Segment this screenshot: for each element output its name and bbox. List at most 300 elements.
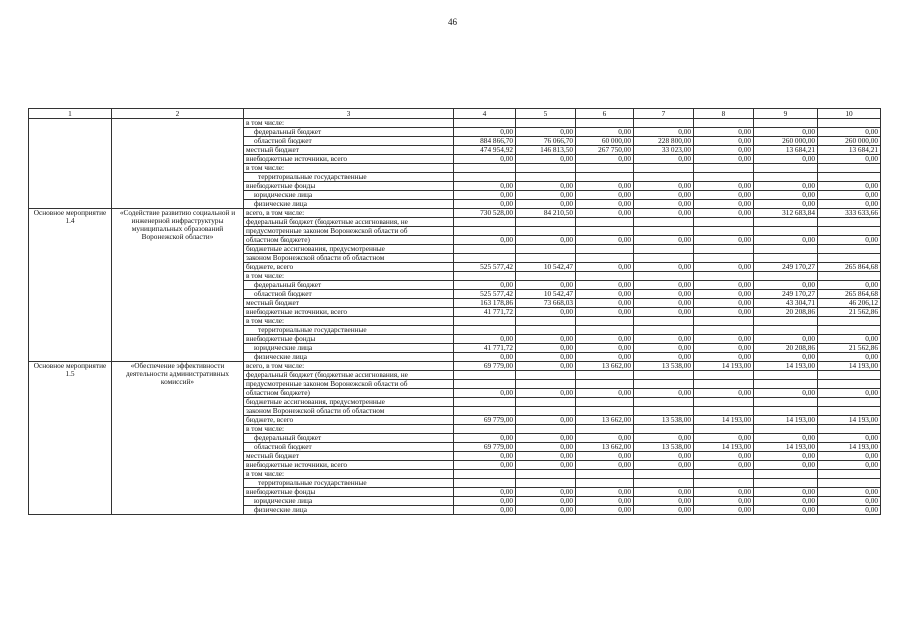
value-cell <box>754 479 818 488</box>
value-cell: 163 178,86 <box>454 299 516 308</box>
value-cell <box>694 326 754 335</box>
value-cell <box>818 371 881 380</box>
source-label: внебюджетные источники, всего <box>244 461 454 470</box>
value-cell: 312 683,84 <box>754 209 818 218</box>
value-cell: 0,00 <box>576 506 634 515</box>
column-header: 4 <box>454 109 516 119</box>
source-label: местный бюджет <box>244 452 454 461</box>
value-cell <box>818 227 881 236</box>
value-cell <box>754 272 818 281</box>
source-label: внебюджетные фонды <box>244 335 454 344</box>
value-cell <box>754 326 818 335</box>
value-cell: 0,00 <box>754 236 818 245</box>
value-cell <box>454 245 516 254</box>
value-cell: 0,00 <box>454 182 516 191</box>
value-cell: 13 662,00 <box>576 443 634 452</box>
value-cell: 0,00 <box>694 236 754 245</box>
value-cell <box>454 371 516 380</box>
value-cell <box>694 173 754 182</box>
column-header: 5 <box>516 109 576 119</box>
value-cell: 0,00 <box>454 200 516 209</box>
value-cell: 0,00 <box>694 200 754 209</box>
value-cell: 0,00 <box>694 308 754 317</box>
value-cell <box>694 272 754 281</box>
value-cell <box>516 173 576 182</box>
column-header: 2 <box>112 109 244 119</box>
value-cell: 0,00 <box>454 497 516 506</box>
value-cell: 0,00 <box>516 353 576 362</box>
value-cell: 0,00 <box>694 128 754 137</box>
value-cell: 0,00 <box>694 209 754 218</box>
value-cell <box>754 254 818 263</box>
value-cell: 0,00 <box>634 389 694 398</box>
value-cell: 0,00 <box>634 344 694 353</box>
value-cell <box>754 227 818 236</box>
value-cell: 0,00 <box>754 488 818 497</box>
value-cell: 0,00 <box>576 236 634 245</box>
value-cell: 0,00 <box>516 497 576 506</box>
value-cell: 33 023,00 <box>634 146 694 155</box>
value-cell: 0,00 <box>576 434 634 443</box>
value-cell: 228 800,00 <box>634 137 694 146</box>
value-cell: 0,00 <box>754 434 818 443</box>
value-cell: 0,00 <box>516 461 576 470</box>
value-cell: 60 000,00 <box>576 137 634 146</box>
value-cell <box>516 218 576 227</box>
value-cell: 0,00 <box>754 182 818 191</box>
value-cell: 0,00 <box>818 335 881 344</box>
value-cell <box>576 398 634 407</box>
value-cell: 0,00 <box>818 389 881 398</box>
source-label: внебюджетные источники, всего <box>244 308 454 317</box>
value-cell: 0,00 <box>576 299 634 308</box>
column-header: 7 <box>634 109 694 119</box>
value-cell: 0,00 <box>516 182 576 191</box>
source-label: внебюджетные фонды <box>244 182 454 191</box>
header-row <box>29 109 881 119</box>
source-label: областной бюджет <box>244 443 454 452</box>
value-cell: 69 779,00 <box>454 443 516 452</box>
value-cell: 0,00 <box>454 461 516 470</box>
value-cell: 21 562,86 <box>818 344 881 353</box>
value-cell <box>694 119 754 128</box>
value-cell <box>818 317 881 326</box>
value-cell: 0,00 <box>516 443 576 452</box>
source-label: бюджете, всего <box>244 416 454 425</box>
value-cell: 0,00 <box>454 389 516 398</box>
value-cell: 0,00 <box>694 335 754 344</box>
value-cell: 0,00 <box>634 353 694 362</box>
value-cell: 0,00 <box>576 281 634 290</box>
value-cell <box>516 479 576 488</box>
value-cell <box>576 371 634 380</box>
value-cell: 0,00 <box>818 182 881 191</box>
value-cell <box>634 254 694 263</box>
value-cell: 0,00 <box>516 362 576 371</box>
value-cell <box>576 227 634 236</box>
source-label: территориальные государственные <box>244 326 454 335</box>
value-cell <box>454 380 516 389</box>
value-cell: 14 193,00 <box>754 362 818 371</box>
value-cell <box>454 173 516 182</box>
value-cell: 14 193,00 <box>818 362 881 371</box>
value-cell: 0,00 <box>818 155 881 164</box>
value-cell <box>818 164 881 173</box>
value-cell: 0,00 <box>576 191 634 200</box>
value-cell <box>454 254 516 263</box>
value-cell: 0,00 <box>754 281 818 290</box>
source-label: всего, в том числе: <box>244 362 454 371</box>
source-label: областной бюджет <box>244 290 454 299</box>
value-cell <box>576 479 634 488</box>
value-cell: 13 684,21 <box>754 146 818 155</box>
value-cell: 0,00 <box>516 335 576 344</box>
source-label: местный бюджет <box>244 299 454 308</box>
value-cell: 0,00 <box>694 155 754 164</box>
source-label: физические лица <box>244 200 454 209</box>
value-cell: 0,00 <box>516 506 576 515</box>
value-cell: 0,00 <box>576 389 634 398</box>
source-label: федеральный бюджет (бюджетные ассигнования, не <box>244 371 454 380</box>
value-cell: 0,00 <box>516 281 576 290</box>
value-cell: 267 750,00 <box>576 146 634 155</box>
source-label: областном бюджете) <box>244 236 454 245</box>
source-label: в том числе: <box>244 317 454 326</box>
value-cell <box>694 317 754 326</box>
source-label: в том числе: <box>244 164 454 173</box>
value-cell: 0,00 <box>516 308 576 317</box>
value-cell <box>576 164 634 173</box>
value-cell: 0,00 <box>454 488 516 497</box>
source-label: внебюджетные источники, всего <box>244 155 454 164</box>
value-cell: 13 538,00 <box>634 443 694 452</box>
value-cell: 0,00 <box>754 155 818 164</box>
value-cell: 0,00 <box>576 155 634 164</box>
source-label: юридические лица <box>244 191 454 200</box>
value-cell <box>516 326 576 335</box>
value-cell: 0,00 <box>516 191 576 200</box>
value-cell: 0,00 <box>516 452 576 461</box>
value-cell: 0,00 <box>634 200 694 209</box>
value-cell <box>576 317 634 326</box>
source-label: в том числе: <box>244 425 454 434</box>
value-cell: 0,00 <box>634 191 694 200</box>
value-cell <box>634 272 694 281</box>
value-cell: 0,00 <box>818 461 881 470</box>
value-cell: 730 528,00 <box>454 209 516 218</box>
source-label: областном бюджете) <box>244 389 454 398</box>
value-cell <box>818 425 881 434</box>
value-cell: 13 538,00 <box>634 416 694 425</box>
value-cell: 0,00 <box>634 497 694 506</box>
value-cell: 0,00 <box>634 434 694 443</box>
value-cell: 0,00 <box>694 497 754 506</box>
value-cell: 0,00 <box>634 209 694 218</box>
value-cell: 0,00 <box>694 506 754 515</box>
value-cell <box>634 227 694 236</box>
value-cell <box>576 254 634 263</box>
value-cell: 0,00 <box>694 191 754 200</box>
value-cell: 14 193,00 <box>818 443 881 452</box>
value-cell: 13 684,21 <box>818 146 881 155</box>
value-cell: 0,00 <box>454 191 516 200</box>
value-cell: 0,00 <box>516 200 576 209</box>
value-cell <box>576 326 634 335</box>
value-cell: 0,00 <box>754 353 818 362</box>
value-cell <box>694 218 754 227</box>
value-cell <box>576 173 634 182</box>
table-row <box>29 209 881 218</box>
source-label: предусмотренные законом Воронежской области об <box>244 227 454 236</box>
value-cell: 333 633,66 <box>818 209 881 218</box>
value-cell: 0,00 <box>694 290 754 299</box>
value-cell: 0,00 <box>754 191 818 200</box>
value-cell: 265 864,68 <box>818 290 881 299</box>
value-cell <box>516 227 576 236</box>
measure-name-cell: «Обеспечение эффективности деятельности административных комиссий» <box>112 362 244 515</box>
value-cell: 0,00 <box>576 290 634 299</box>
value-cell: 0,00 <box>634 488 694 497</box>
value-cell: 0,00 <box>634 155 694 164</box>
value-cell <box>576 272 634 281</box>
value-cell: 0,00 <box>576 182 634 191</box>
value-cell: 73 668,03 <box>516 299 576 308</box>
value-cell <box>516 398 576 407</box>
source-label: внебюджетные фонды <box>244 488 454 497</box>
value-cell <box>454 479 516 488</box>
measure-code-cell: Основное мероприятие 1.4 <box>29 209 112 362</box>
source-label: в том числе: <box>244 470 454 479</box>
value-cell <box>516 425 576 434</box>
value-cell: 76 066,70 <box>516 137 576 146</box>
value-cell: 0,00 <box>694 353 754 362</box>
value-cell: 884 866,70 <box>454 137 516 146</box>
value-cell: 0,00 <box>454 452 516 461</box>
value-cell <box>454 407 516 416</box>
value-cell <box>754 425 818 434</box>
value-cell <box>818 173 881 182</box>
source-label: федеральный бюджет (бюджетные ассигнования, не <box>244 218 454 227</box>
value-cell: 0,00 <box>516 389 576 398</box>
value-cell: 0,00 <box>516 344 576 353</box>
source-label: в том числе: <box>244 119 454 128</box>
value-cell: 0,00 <box>818 488 881 497</box>
value-cell: 13 662,00 <box>576 362 634 371</box>
value-cell <box>634 380 694 389</box>
value-cell: 21 562,86 <box>818 308 881 317</box>
table-row <box>29 119 881 128</box>
value-cell: 0,00 <box>576 452 634 461</box>
source-label: федеральный бюджет <box>244 434 454 443</box>
value-cell: 0,00 <box>694 281 754 290</box>
value-cell <box>634 407 694 416</box>
value-cell: 0,00 <box>694 299 754 308</box>
value-cell <box>694 425 754 434</box>
value-cell <box>516 164 576 173</box>
value-cell: 0,00 <box>576 209 634 218</box>
value-cell <box>818 470 881 479</box>
value-cell <box>454 272 516 281</box>
value-cell <box>818 119 881 128</box>
value-cell: 0,00 <box>754 389 818 398</box>
value-cell <box>754 245 818 254</box>
value-cell: 0,00 <box>694 434 754 443</box>
value-cell <box>516 407 576 416</box>
value-cell: 0,00 <box>694 452 754 461</box>
value-cell: 0,00 <box>694 461 754 470</box>
value-cell <box>516 272 576 281</box>
value-cell: 0,00 <box>818 434 881 443</box>
source-label: юридические лица <box>244 344 454 353</box>
table-row <box>29 362 881 371</box>
value-cell: 265 864,68 <box>818 263 881 272</box>
value-cell: 0,00 <box>454 434 516 443</box>
value-cell: 10 542,47 <box>516 290 576 299</box>
source-label: предусмотренные законом Воронежской области об <box>244 380 454 389</box>
value-cell <box>818 380 881 389</box>
value-cell: 146 813,50 <box>516 146 576 155</box>
value-cell: 13 662,00 <box>576 416 634 425</box>
value-cell <box>454 398 516 407</box>
value-cell: 249 170,27 <box>754 290 818 299</box>
value-cell <box>634 218 694 227</box>
value-cell: 0,00 <box>694 344 754 353</box>
value-cell <box>634 173 694 182</box>
value-cell: 0,00 <box>634 182 694 191</box>
value-cell: 0,00 <box>454 155 516 164</box>
value-cell <box>516 380 576 389</box>
value-cell: 84 210,50 <box>516 209 576 218</box>
value-cell <box>754 164 818 173</box>
value-cell: 0,00 <box>634 263 694 272</box>
value-cell <box>754 218 818 227</box>
source-label: бюджетные ассигнования, предусмотренные <box>244 245 454 254</box>
value-cell <box>754 398 818 407</box>
value-cell: 41 771,72 <box>454 308 516 317</box>
value-cell: 0,00 <box>634 290 694 299</box>
value-cell <box>454 227 516 236</box>
value-cell <box>754 371 818 380</box>
empty-cell <box>112 119 244 209</box>
value-cell: 0,00 <box>694 389 754 398</box>
column-header: 6 <box>576 109 634 119</box>
value-cell: 0,00 <box>576 335 634 344</box>
value-cell: 0,00 <box>818 191 881 200</box>
value-cell: 20 208,86 <box>754 308 818 317</box>
value-cell: 525 577,42 <box>454 263 516 272</box>
value-cell <box>694 371 754 380</box>
value-cell: 0,00 <box>818 236 881 245</box>
value-cell <box>454 317 516 326</box>
value-cell: 0,00 <box>694 137 754 146</box>
value-cell <box>634 425 694 434</box>
source-label: в том числе: <box>244 272 454 281</box>
value-cell: 0,00 <box>818 497 881 506</box>
value-cell: 14 193,00 <box>754 443 818 452</box>
value-cell: 0,00 <box>634 128 694 137</box>
value-cell: 0,00 <box>576 488 634 497</box>
value-cell: 0,00 <box>818 353 881 362</box>
value-cell <box>818 398 881 407</box>
value-cell <box>754 380 818 389</box>
value-cell <box>576 425 634 434</box>
value-cell <box>694 254 754 263</box>
source-label: областной бюджет <box>244 137 454 146</box>
value-cell: 14 193,00 <box>694 362 754 371</box>
value-cell: 0,00 <box>634 236 694 245</box>
value-cell: 10 542,47 <box>516 263 576 272</box>
value-cell: 0,00 <box>516 488 576 497</box>
value-cell <box>818 407 881 416</box>
value-cell: 0,00 <box>516 155 576 164</box>
value-cell <box>576 470 634 479</box>
value-cell: 0,00 <box>454 506 516 515</box>
value-cell: 14 193,00 <box>694 443 754 452</box>
source-label: законом Воронежской области об областном <box>244 254 454 263</box>
page-number: 46 <box>448 17 457 27</box>
value-cell <box>634 119 694 128</box>
value-cell: 0,00 <box>694 182 754 191</box>
column-header: 9 <box>754 109 818 119</box>
value-cell <box>818 218 881 227</box>
source-label: всего, в том числе: <box>244 209 454 218</box>
value-cell: 0,00 <box>754 506 818 515</box>
value-cell <box>454 119 516 128</box>
value-cell: 0,00 <box>576 353 634 362</box>
value-cell: 43 304,71 <box>754 299 818 308</box>
value-cell: 0,00 <box>634 335 694 344</box>
value-cell <box>634 245 694 254</box>
value-cell: 0,00 <box>516 128 576 137</box>
value-cell <box>454 470 516 479</box>
source-label: местный бюджет <box>244 146 454 155</box>
source-label: физические лица <box>244 506 454 515</box>
value-cell <box>694 245 754 254</box>
value-cell: 0,00 <box>634 308 694 317</box>
value-cell: 0,00 <box>818 128 881 137</box>
value-cell: 13 538,00 <box>634 362 694 371</box>
value-cell: 474 954,92 <box>454 146 516 155</box>
value-cell: 0,00 <box>754 497 818 506</box>
empty-cell <box>29 119 112 209</box>
value-cell: 0,00 <box>576 308 634 317</box>
value-cell <box>576 380 634 389</box>
source-label: законом Воронежской области об областном <box>244 407 454 416</box>
value-cell: 41 771,72 <box>454 344 516 353</box>
value-cell <box>454 425 516 434</box>
value-cell <box>754 407 818 416</box>
value-cell: 0,00 <box>576 461 634 470</box>
value-cell <box>454 326 516 335</box>
value-cell <box>634 470 694 479</box>
value-cell <box>818 326 881 335</box>
value-cell <box>694 407 754 416</box>
value-cell: 0,00 <box>754 461 818 470</box>
value-cell: 0,00 <box>694 488 754 497</box>
value-cell <box>634 479 694 488</box>
value-cell <box>754 173 818 182</box>
measure-code-cell: Основное мероприятие 1.5 <box>29 362 112 515</box>
value-cell <box>694 227 754 236</box>
column-header: 3 <box>244 109 454 119</box>
value-cell: 0,00 <box>694 146 754 155</box>
value-cell: 14 193,00 <box>694 416 754 425</box>
value-cell: 0,00 <box>454 335 516 344</box>
value-cell: 0,00 <box>754 200 818 209</box>
value-cell: 0,00 <box>634 281 694 290</box>
budget-table <box>28 108 881 515</box>
source-label: федеральный бюджет <box>244 281 454 290</box>
